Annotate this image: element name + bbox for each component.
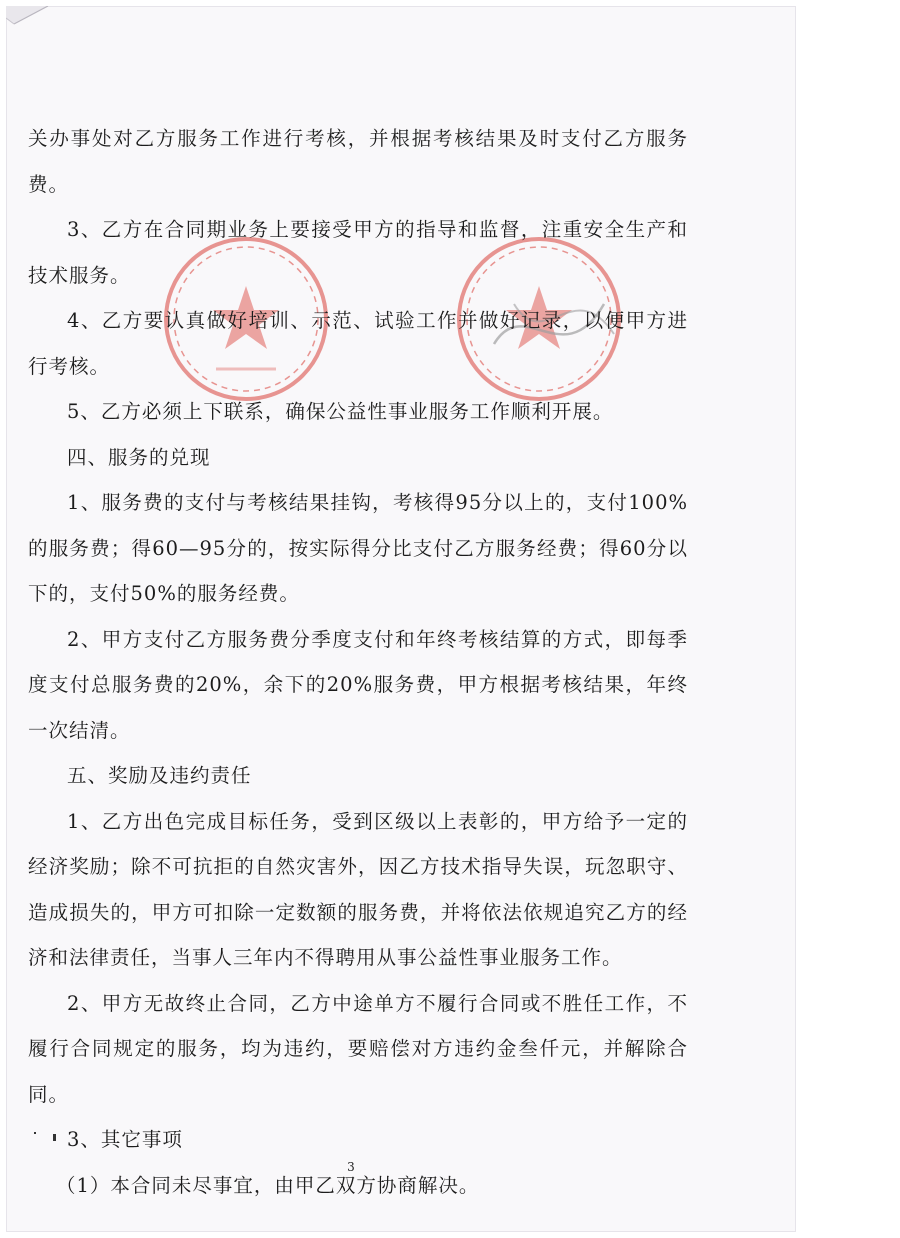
paragraph-reward-2: 2、甲方无故终止合同，乙方中途单方不履行合同或不胜任工作，不履行合同规定的服务，均为违约，要赔偿对方违约金叁仟元，并解除合同。 bbox=[28, 991, 688, 1106]
scan-speck bbox=[53, 1134, 56, 1141]
paragraph-reward-1: 1、乙方出色完成目标任务，受到区级以上表彰的，甲方给予一定的经济奖励；除不可抗拒的自然灾害外，因乙方技术指导失误，玩忽职守、造成损失的，甲方可扣除一定数额的服务费，并将依法依规追究乙方的经济和法律责任，当事人三年内不得聘用从事公益性事业服务工作。 bbox=[28, 809, 688, 969]
document-body bbox=[28, 116, 688, 1208]
section-heading-4: 四、服务的兑现 bbox=[67, 445, 211, 469]
paragraph-other: 3、其它事项 bbox=[67, 1128, 183, 1151]
paragraph-item-4: 4、乙方要认真做好培训、示范、试验工作并做好记录，以便甲方进行考核。 bbox=[28, 309, 688, 378]
paragraph-fee-1: 1、服务费的支付与考核结果挂钩，考核得95分以上的，支付100%的服务费；得60—95分的，按实际得分比支付乙方服务经费；得60分以下的，支付50%的服务经费。 bbox=[28, 491, 688, 605]
scan-speck bbox=[34, 1132, 36, 1134]
document-page bbox=[6, 6, 796, 1232]
paragraph-item-3: 3、乙方在合同期业务上要接受甲方的指导和监督，注重安全生产和技术服务。 bbox=[28, 218, 688, 287]
folded-corner bbox=[6, 6, 66, 46]
paragraph-continuation: 关办事处对乙方服务工作进行考核，并根据考核结果及时支付乙方服务费。 bbox=[28, 127, 688, 196]
paragraph-item-5: 5、乙方必须上下联系，确保公益性事业服务工作顺利开展。 bbox=[67, 400, 614, 423]
page-number: 3 bbox=[347, 1160, 355, 1174]
paragraph-fee-2: 2、甲方支付乙方服务费分季度支付和年终考核结算的方式，即每季度支付总服务费的20%，余下的20%服务费，甲方根据考核结果，年终一次结清。 bbox=[28, 627, 688, 742]
section-heading-5: 五、奖励及违约责任 bbox=[67, 764, 252, 787]
paragraph-other-1: （1）本合同未尽事宜，由甲乙双方协商解决。 bbox=[56, 1173, 480, 1197]
